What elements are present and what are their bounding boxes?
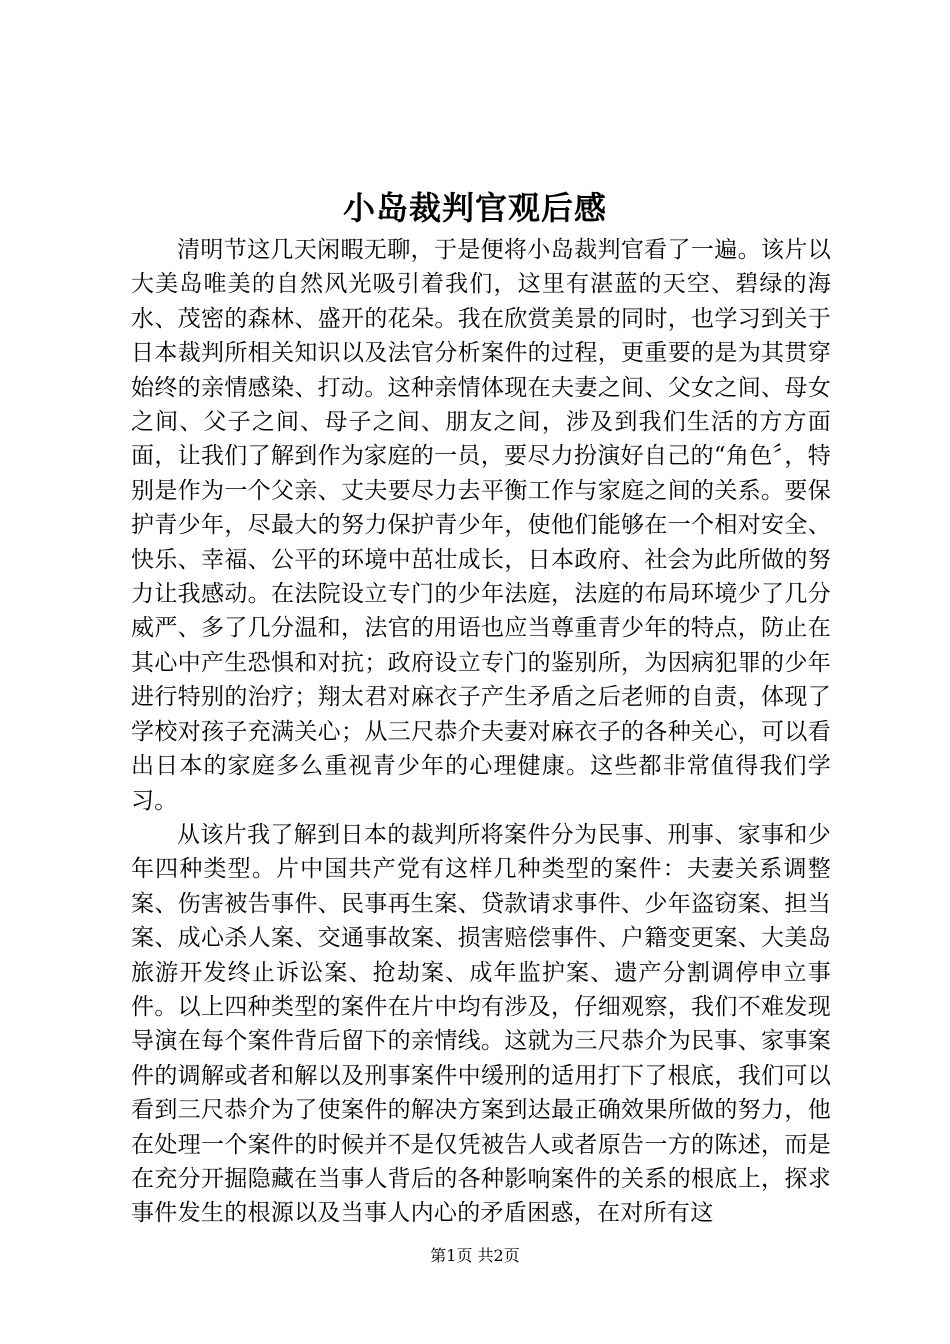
document-title: 小岛裁判官观后感 <box>342 189 607 227</box>
paragraph-2: 从该片我了解到日本的裁判所将案件分为民事、刑事、家事和少年四种类型。片中国共产党有这样几种类型的案件：夫妻关系调整案、伤害被告事件、民事再生案、贷款请求事件、少年盗窃案、担当案、成心杀人案、交通事故案、损害赔偿事件、户籍变更案、大美岛旅游开发终止诉讼案、抢劫案、成年监护案、遗产分割调停申立事件。以上四种类型的案件在片中均有涉及，仔细观察，我们不难发现导演在每个案件背后留下的亲情线。这就为三尺恭介为民事、家事案件的调解或者和解以及刑事案件中缓刑的适用打下了根底，我们可以看到三尺恭介为了使案件的解决方案到达最正确效果所做的努力，他在处理一个案件的时候并不是仅凭被告人或者原告一方的陈述，而是在充分开掘隐藏在当事人背后的各种影响案件的关系的根底上，探求事件发生的根源以及当事人内心的矛盾困惑，在对所有这 <box>131 821 831 1227</box>
document-body <box>131 233 831 1231</box>
paragraph-1: 清明节这几天闲暇无聊，于是便将小岛裁判官看了一遍。该片以大美岛唯美的自然风光吸引着我们，这里有湛蓝的天空、碧绿的海水、茂密的森林、盛开的花朵。我在欣赏美景的同时，也学习到关于日本裁判所相关知识以及法官分析案件的过程，更重要的是为其贯穿始终的亲情感染、打动。这种亲情体现在夫妻之间、父女之间、母女之间、父子之间、母子之间、朋友之间，涉及到我们生活的方方面面，让我们了解到作为家庭的一员，要尽力扮演好自己的“角色〞，特别是作为一个父亲、丈夫要尽力去平衡工作与家庭之间的关系。要保护青少年，尽最大的努力保护青少年，使他们能够在一个相对安全、快乐、幸福、公平的环境中茁壮成长，日本政府、社会为此所做的努力让我感动。在法院设立专门的少年法庭，法庭的布局环境少了几分威严、多了几分温和，法官的用语也应当尊重青少年的特点，防止在其心中产生恐惧和对抗；政府设立专门的鉴别所，为因病犯罪的少年进行特别的治疗；翔太君对麻衣子产生矛盾之后老师的自责，体现了学校对孩子充满关心；从三尺恭介夫妻对麻衣子的各种关心，可以看出日本的家庭多么重视青少年的心理健康。这些都非常值得我们学习。 <box>131 237 831 814</box>
page-footer: 第1页 共2页 <box>430 1246 520 1265</box>
